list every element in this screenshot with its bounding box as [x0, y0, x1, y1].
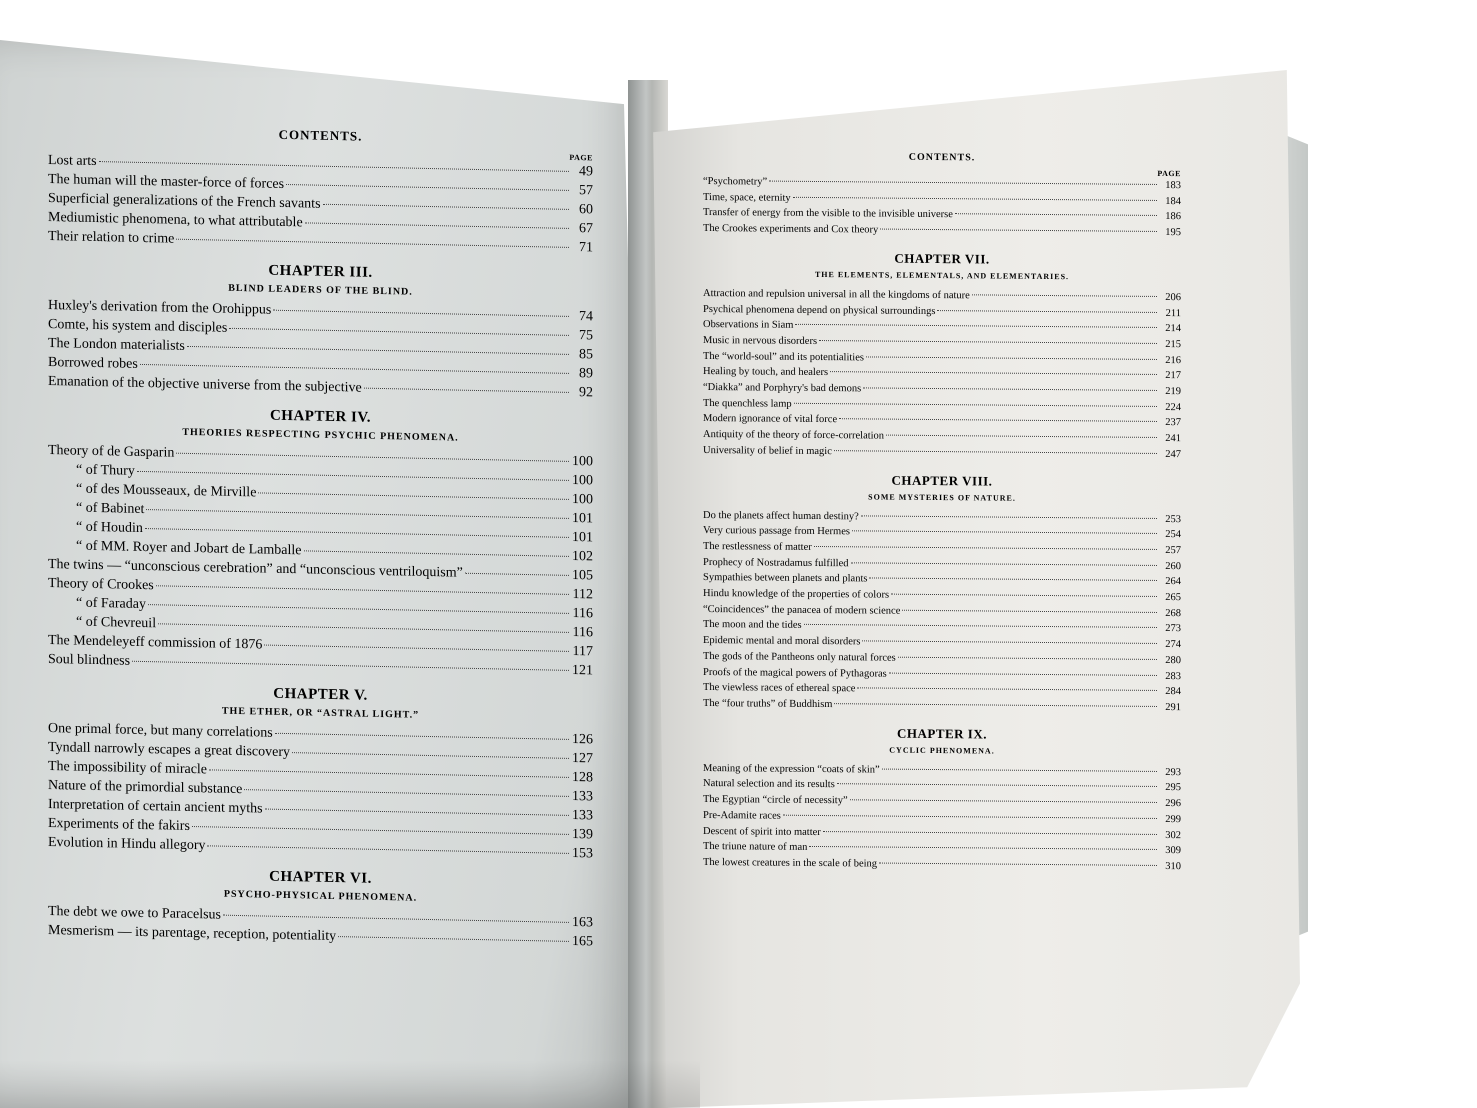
chapter-heading: CHAPTER VII.	[894, 250, 990, 267]
toc-entry-page: 102	[572, 548, 593, 565]
dot-leader	[146, 509, 569, 519]
toc-entry-page: 247	[1165, 448, 1181, 461]
dot-leader	[794, 403, 1157, 407]
dot-leader	[156, 585, 569, 595]
dot-leader	[814, 546, 1157, 550]
toc-entry-page: 264	[1165, 576, 1181, 588]
left-chapters	[48, 258, 593, 951]
toc-entry-title: Time, space, eternity	[703, 191, 791, 204]
chapter-subtitle: CYCLIC PHENOMENA.	[889, 745, 995, 756]
dot-leader	[192, 826, 569, 835]
toc-entry-page: 121	[572, 662, 593, 679]
toc-entry-page: 211	[1165, 307, 1181, 319]
toc-entry-page: 92	[579, 385, 593, 401]
toc-entry-title: Mesmerism — its parentage, reception, potentiality	[48, 923, 337, 945]
toc-entry-page: 126	[572, 731, 593, 748]
toc-entry-page: 299	[1165, 813, 1181, 825]
toc-entry-page: 57	[579, 183, 593, 199]
dot-leader	[898, 657, 1157, 660]
toc-entry-page: 253	[1165, 513, 1181, 525]
dot-leader	[804, 624, 1157, 628]
toc-entry-page: 75	[579, 328, 593, 344]
dot-leader	[882, 768, 1157, 771]
toc-entry-title: The quenchless lamp	[703, 397, 792, 410]
toc-entry-page: 206	[1165, 291, 1181, 303]
dot-leader	[132, 661, 569, 671]
dot-leader	[264, 645, 569, 652]
toc-entry-title: Interpretation of certain ancient myths	[48, 797, 263, 817]
dot-leader	[207, 845, 569, 854]
toc-entry-title: Proofs of the magical powers of Pythagoras	[703, 666, 887, 680]
dot-leader	[244, 789, 569, 797]
toc-entry-page: 214	[1165, 323, 1181, 335]
toc-entry-page: 60	[579, 202, 593, 218]
toc-entry-page: 67	[579, 221, 593, 237]
dot-leader	[323, 204, 569, 210]
toc-entry-title: Theory of de Gasparin	[48, 443, 175, 461]
dot-leader	[304, 550, 570, 557]
dot-leader	[176, 239, 569, 248]
dot-leader	[809, 846, 1157, 850]
toc-entry-page: 71	[579, 240, 593, 256]
dot-leader	[880, 229, 1157, 232]
toc-entry-page: 105	[572, 567, 593, 584]
toc-entry-title: The debt we owe to Paracelsus	[48, 904, 221, 923]
toc-entry-title: Very curious passage from Hermes	[703, 525, 850, 538]
dot-leader	[769, 181, 1157, 185]
toc-entry	[703, 696, 1181, 716]
dot-leader	[99, 161, 569, 172]
toc-entry-title: The “four truths” of Buddhism	[703, 697, 833, 711]
toc-entry-page: 85	[579, 347, 593, 363]
dot-leader	[273, 310, 569, 317]
toc-entry-title: The Mendeleyeff commission of 1876	[48, 633, 263, 653]
toc-entry-page: 116	[572, 605, 593, 622]
dot-leader	[292, 752, 569, 759]
toc-entry-page: 293	[1165, 766, 1181, 778]
dot-leader	[229, 328, 569, 336]
dot-leader	[338, 936, 569, 942]
toc-entry-title: The lowest creatures in the scale of being	[703, 856, 878, 870]
toc-entry-title: “Diakka” and Porphyry's bad demons	[703, 382, 862, 395]
toc-entry-page: 49	[579, 164, 593, 180]
toc-entry-page: 101	[572, 529, 593, 546]
toc-entry-title: “ of Chevreuil	[76, 614, 157, 632]
dot-leader	[902, 610, 1157, 613]
toc-entry-title: Mediumistic phenomena, to what attributable	[48, 210, 303, 231]
toc-entry-title: Sympathies between planets and plants	[703, 572, 868, 585]
dot-leader	[869, 578, 1157, 582]
toc-entry-page: 260	[1165, 560, 1181, 572]
chapter-subtitle: THE ETHER, OR “ASTRAL LIGHT.”	[221, 705, 420, 721]
toc-entry-page: 237	[1165, 417, 1181, 429]
toc-entry-title: “Psychometry”	[703, 176, 768, 188]
toc-entry-page: 284	[1165, 686, 1181, 698]
dot-leader	[861, 515, 1157, 519]
toc-entry-title: The gods of the Pantheons only natural forces	[703, 650, 896, 664]
left-contents-column	[48, 120, 593, 951]
toc-entry-title: Epidemic mental and moral disorders	[703, 635, 861, 648]
dot-leader	[145, 528, 569, 538]
toc-entry-page: 133	[572, 788, 593, 805]
toc-entry-page: 195	[1165, 227, 1181, 239]
left-intro-list	[48, 151, 593, 257]
toc-entry-title: Transfer of energy from the visible to the invisible universe	[703, 207, 953, 221]
toc-entry-page: 127	[572, 750, 593, 767]
toc-entry-title: “ of MM. Royer and Jobart de Lamballe	[76, 538, 302, 559]
toc-entry-title: The triune nature of man	[703, 841, 808, 854]
toc-entry-title: Emanation of the objective universe from the subjective	[48, 374, 362, 396]
toc-entry-title: The Egyptian “circle of necessity”	[703, 794, 848, 807]
dot-leader	[834, 450, 1157, 454]
toc-entry-title: The viewless races of ethereal space	[703, 682, 856, 695]
right-contents-header: CONTENTS.	[908, 151, 976, 164]
toc-entry-title: Lost arts	[48, 153, 97, 170]
left-contents-header: CONTENTS.	[278, 126, 363, 144]
dot-leader	[187, 346, 569, 355]
chapter-heading: CHAPTER VIII.	[891, 472, 993, 489]
toc-entry-title: Pre-Adamite races	[703, 809, 781, 822]
toc-entry-title: Healing by touch, and healers	[703, 366, 829, 379]
chapter-subtitle: THEORIES RESPECTING PSYCHIC PHENOMENA.	[182, 426, 459, 444]
right-contents-column	[703, 150, 1181, 875]
dot-leader	[830, 371, 1157, 375]
toc-entry-title: The impossibility of miracle	[48, 759, 208, 778]
toc-entry-title: Meaning of the expression “coats of skin”	[703, 762, 880, 776]
toc-entry-page: 302	[1165, 829, 1181, 841]
toc-entry-page: 273	[1165, 623, 1181, 635]
chapter-heading: CHAPTER IV.	[269, 407, 372, 426]
toc-entry-page: 183	[1165, 180, 1181, 192]
toc-entry-title: Theory of Crookes	[48, 576, 154, 594]
chapter-subtitle: SOME MYSTERIES OF NATURE.	[868, 491, 1016, 503]
toc-entry-page: 241	[1165, 433, 1181, 445]
dot-leader	[137, 471, 569, 481]
toc-entry-title: Modern ignorance of vital force	[703, 413, 838, 426]
toc-entry-title: The Crookes experiments and Cox theory	[703, 223, 879, 236]
toc-entry-page: 224	[1165, 401, 1181, 413]
toc-entry	[703, 443, 1181, 463]
toc-entry-title: Natural selection and its results	[703, 778, 835, 791]
toc-entry-page: 274	[1165, 639, 1181, 651]
toc-entry-title: Music in nervous disorders	[703, 334, 818, 347]
dot-leader	[823, 831, 1157, 835]
toc-entry-page: 217	[1165, 370, 1181, 382]
toc-entry-page: 268	[1165, 607, 1181, 619]
chapter-heading: CHAPTER VI.	[269, 868, 372, 887]
right-intro-list	[703, 174, 1181, 241]
chapter-heading: CHAPTER III.	[268, 262, 373, 281]
dot-leader	[364, 388, 569, 393]
toc-entry-page: 116	[572, 624, 593, 641]
toc-entry-title: The moon and the tides	[703, 619, 802, 632]
dot-leader	[176, 453, 569, 462]
dot-leader	[937, 310, 1157, 313]
toc-entry-title: Do the planets affect human destiny?	[703, 509, 859, 522]
toc-entry-page: 186	[1165, 211, 1181, 223]
toc-entry-title: “ of Faraday	[76, 595, 146, 613]
toc-entry-title: Attraction and repulsion universal in all the kingdoms of nature	[703, 287, 970, 302]
dot-leader	[851, 562, 1157, 566]
toc-entry-title: Hindu knowledge of the properties of colors	[703, 588, 890, 601]
dot-leader	[862, 641, 1157, 645]
chapter-subtitle: PSYCHO-PHYSICAL PHENOMENA.	[223, 888, 418, 904]
toc-entry-title: Universality of belief in magic	[703, 444, 832, 457]
dot-leader	[148, 604, 569, 614]
toc-entry-title: Nature of the primordial substance	[48, 778, 243, 798]
toc-entry-page: 296	[1165, 798, 1181, 810]
dot-leader	[795, 324, 1157, 328]
dot-leader	[834, 703, 1157, 707]
toc-entry-title: The restlessness of matter	[703, 540, 812, 553]
toc-entry-page: 112	[572, 586, 593, 603]
toc-entry-title: Soul blindness	[48, 652, 131, 669]
toc-entry-title: The London materialists	[48, 336, 185, 354]
toc-entry-page: 219	[1165, 386, 1181, 398]
chapter-subtitle: THE ELEMENTS, ELEMENTALS, AND ELEMENTARIES.	[814, 269, 1070, 282]
toc-entry-title: Prophecy of Nostradamus fulfilled	[703, 556, 849, 569]
toc-entry-page: 128	[572, 769, 593, 786]
dot-leader	[258, 492, 569, 500]
toc-entry-title: “ of Houdin	[76, 519, 143, 536]
dot-leader	[866, 356, 1157, 360]
toc-entry-title: Their relation to crime	[48, 229, 175, 247]
toc-entry-page: 280	[1165, 654, 1181, 667]
toc-entry-title: Comte, his system and disciples	[48, 317, 228, 336]
toc-entry-title: The human will the master-force of forces	[48, 172, 285, 192]
toc-entry-page: 101	[572, 510, 593, 527]
right-page-label: PAGE	[1157, 168, 1181, 179]
toc-entry-page: 291	[1165, 702, 1181, 714]
dot-leader	[465, 573, 569, 576]
toc-entry-title: Descent of spirit into matter	[703, 825, 821, 838]
dot-leader	[886, 435, 1157, 438]
chapter-heading: CHAPTER V.	[273, 685, 368, 704]
dot-leader	[850, 799, 1157, 803]
toc-entry-title: The twins — “unconscious cerebration” and “unconscious ventriloquism”	[48, 557, 463, 581]
toc-entry-page: 163	[572, 914, 593, 931]
toc-entry-page: 257	[1165, 544, 1181, 557]
toc-entry-title: “ of Thury	[76, 462, 135, 479]
dot-leader	[955, 214, 1157, 217]
toc-entry-page: 254	[1165, 529, 1181, 541]
toc-entry-page: 100	[572, 453, 593, 470]
dot-leader	[889, 672, 1157, 675]
dot-leader	[793, 196, 1157, 200]
toc-entry-title: Antiquity of the theory of force-correlation	[703, 429, 885, 442]
dot-leader	[286, 184, 569, 191]
toc-entry-page: 184	[1165, 195, 1181, 207]
toc-entry-title: Experiments of the fakirs	[48, 816, 190, 834]
toc-entry-page: 265	[1165, 592, 1181, 604]
toc-entry-page: 100	[572, 491, 593, 508]
toc-entry-page: 283	[1165, 670, 1181, 682]
toc-entry-page: 216	[1165, 354, 1181, 366]
toc-entry-title: Borrowed robes	[48, 355, 138, 372]
dot-leader	[305, 222, 569, 229]
toc-entry-page: 295	[1165, 782, 1181, 794]
dot-leader	[783, 814, 1157, 818]
dot-leader	[839, 419, 1157, 423]
toc-entry-page: 309	[1165, 845, 1181, 857]
dot-leader	[140, 364, 569, 374]
dot-leader	[265, 809, 569, 816]
dot-leader	[891, 594, 1157, 597]
left-page-label: PAGE	[569, 152, 593, 163]
toc-entry-title: Huxley's derivation from the Orohippus	[48, 298, 272, 318]
toc-entry-page: 215	[1165, 338, 1181, 351]
dot-leader	[158, 623, 569, 633]
toc-entry-title: One primal force, but many correlations	[48, 721, 273, 741]
toc-entry-page: 153	[572, 845, 593, 862]
toc-entry-title: “Coincidences” the panacea of modern science	[703, 603, 901, 617]
toc-entry-page: 100	[572, 472, 593, 489]
toc-entry-title: Observations in Siam	[703, 319, 794, 332]
toc-entry-title: Evolution in Hindu allegory	[48, 835, 206, 854]
right-chapters	[703, 249, 1181, 875]
dot-leader	[857, 688, 1157, 692]
dot-leader	[863, 387, 1157, 391]
dot-leader	[275, 733, 569, 740]
chapter-subtitle: BLIND LEADERS OF THE BLIND.	[228, 282, 413, 298]
toc-entry-title: Superficial generalizations of the French savants	[48, 191, 321, 212]
toc-entry-title: Tyndall narrowly escapes a great discovery	[48, 740, 290, 761]
toc-entry-page: 89	[579, 366, 593, 382]
dot-leader	[223, 915, 569, 923]
toc-entry-title: “ of Babinet	[76, 500, 145, 518]
dot-leader	[837, 784, 1157, 788]
toc-entry-title: Psychical phenomena depend on physical surroundings	[703, 303, 936, 317]
chapter-heading: CHAPTER IX.	[896, 725, 987, 742]
dot-leader	[852, 531, 1157, 535]
dot-leader	[819, 340, 1157, 344]
toc-entry-title: The “world-soul” and its potentialities	[703, 350, 864, 364]
toc-entry-page: 165	[572, 933, 593, 950]
dot-leader	[972, 294, 1157, 297]
toc-entry-title: “ of des Mousseaux, de Mirville	[76, 481, 257, 501]
toc-entry-page: 310	[1165, 860, 1181, 873]
toc-entry-page: 133	[572, 807, 593, 824]
dot-leader	[879, 862, 1157, 865]
toc-entry-page: 74	[579, 309, 593, 325]
toc-entry-page: 139	[572, 826, 593, 843]
toc-entry	[703, 221, 1181, 241]
dot-leader	[209, 769, 569, 778]
toc-entry-page: 117	[572, 643, 593, 660]
